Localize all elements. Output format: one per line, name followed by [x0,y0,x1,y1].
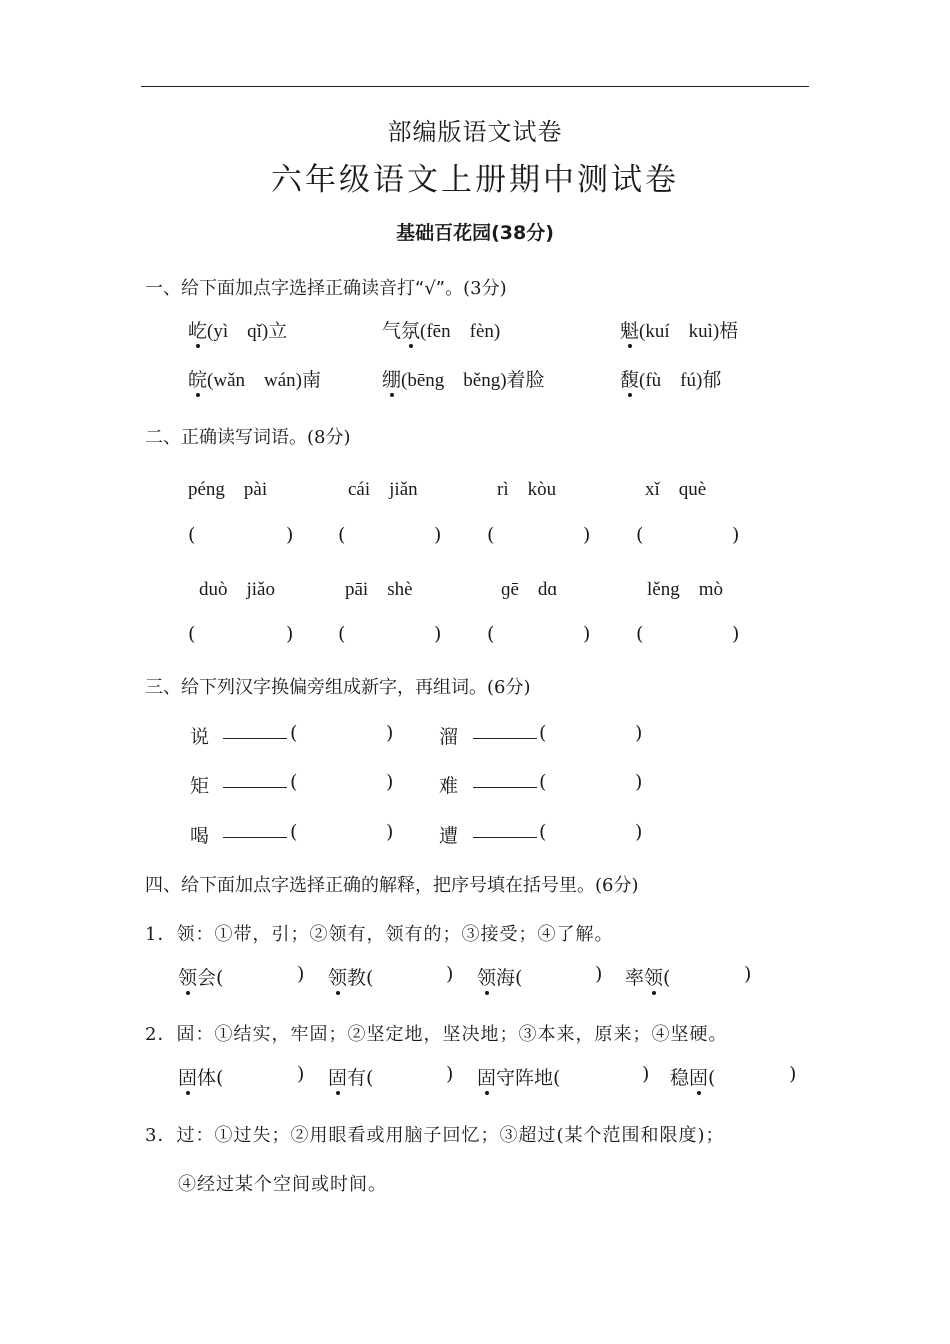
answer-paren-open: ( [188,623,196,645]
dotted-char: 绷 [382,365,401,392]
answer-paren-open: ( [338,524,346,546]
answer-paren-close: ) [732,623,740,645]
pinyin-options: (kuí kuì) [639,321,720,342]
new-char-blank[interactable] [471,821,539,842]
pinyin-options: (yì qǐ) [207,321,269,342]
answer-paren-close: ) [386,722,394,744]
answer-paren-open: ( [188,524,196,546]
answer-paren-open: ( [636,524,644,546]
header-rule [141,86,809,87]
answer-paren-open: ( [487,623,495,645]
pinyin-options: (wǎn wán) [207,370,302,391]
answer-paren-close: ) [635,821,643,843]
q4-word: 固体( [178,1063,223,1090]
q4-definition: 1．领：①带，引；②领有，领有的；③接受；④了解。 [145,924,614,945]
dotted-char: 领 [328,963,347,990]
answer-paren-open: ( [338,623,346,645]
answer-paren-open: ( [290,722,298,744]
answer-paren-open: ( [636,623,644,645]
dotted-char: 固 [689,1063,708,1090]
answer-paren-close: ) [744,963,752,985]
answer-paren-close: ) [635,771,643,793]
answer-paren-close: ) [386,771,394,793]
base-char: 说 [190,726,210,748]
q1-item [188,365,321,392]
dotted-char: 氛 [401,316,420,343]
new-char-blank[interactable] [221,771,289,792]
q3-heading [145,673,531,699]
q1-heading [145,274,507,300]
base-char: 矩 [190,775,210,797]
q1-item [620,365,721,392]
answer-paren-open: ( [487,524,495,546]
q4-word: 领教( [328,963,373,990]
answer-paren-close: ) [635,722,643,744]
new-char-blank[interactable] [471,771,539,792]
pinyin-prompt: lěng mò [647,579,723,600]
answer-paren-close: ) [583,524,591,546]
word-rest: 着脸 [506,369,545,391]
q1-item [382,316,500,343]
q4-word: 领海( [477,963,522,990]
answer-paren-close: ) [642,1063,650,1085]
q4-word: 稳固( [670,1063,715,1090]
answer-paren-close: ) [297,1063,305,1085]
q2-title: 二、正确读写词语。 [145,427,307,448]
exam-title: 六年级语文上册期中测试卷 [271,162,679,198]
pinyin-prompt: rì kòu [497,479,557,500]
dotted-char: 领 [477,963,496,990]
word-prefix: 气 [382,320,402,342]
answer-paren-close: ) [286,524,294,546]
pinyin-prompt: xǐ què [645,479,707,500]
answer-paren-close: ) [434,623,442,645]
exam-subtitle: 部编版语文试卷 [387,118,563,146]
q2-points: (8分) [307,427,351,448]
answer-paren-close: ) [386,821,394,843]
pinyin-prompt: ɡē dɑ [501,579,558,600]
section-title: 基础百花园(38分) [396,222,554,244]
q4-word: 率领( [625,963,670,990]
q1-item [188,316,287,343]
q4-definition: 2．固：①结实，牢固；②坚定地，坚决地；③本来，原来；④坚硬。 [145,1024,728,1045]
answer-paren-close: ) [297,963,305,985]
answer-paren-close: ) [434,524,442,546]
word-rest: 郁 [702,369,722,391]
dotted-char: 领 [644,963,663,990]
q4-title: 四、给下面加点字选择正确的解释，把序号填在括号里。 [145,875,595,896]
answer-paren-open: ( [290,821,298,843]
new-char-blank[interactable] [221,722,289,743]
pinyin-prompt: péng pài [188,479,268,500]
answer-paren-close: ) [732,524,740,546]
dotted-char: 皖 [188,365,207,392]
answer-paren-close: ) [789,1063,797,1085]
new-char-blank[interactable] [471,722,539,743]
base-char: 喝 [190,825,210,847]
dotted-char: 领 [178,963,197,990]
dotted-char: 固 [178,1063,197,1090]
answer-paren-open: ( [290,771,298,793]
q4-heading [145,871,639,897]
answer-paren-close: ) [583,623,591,645]
answer-paren-open: ( [539,821,547,843]
new-char-blank[interactable] [221,821,289,842]
pinyin-prompt: pāi shè [345,579,413,600]
q3-title: 三、给下列汉字换偏旁组成新字，再组词。 [145,677,487,698]
word-rest: 梧 [719,320,739,342]
pinyin-options: (fēn fèn) [420,321,501,342]
word-rest: 立 [268,320,288,342]
dotted-char: 屹 [188,316,207,343]
dotted-char: 馥 [620,365,639,392]
pinyin-options: (fù fú) [639,370,703,391]
q4-definition-continued: ④经过某个空间或时间。 [178,1174,387,1195]
answer-paren-close: ) [446,963,454,985]
q4-word: 固守阵地( [477,1063,560,1090]
answer-paren-close: ) [286,623,294,645]
answer-paren-open: ( [539,722,547,744]
pinyin-prompt: duò jiǎo [199,579,275,600]
word-rest: 南 [301,369,321,391]
q4-word: 领会( [178,963,223,990]
answer-paren-close: ) [446,1063,454,1085]
dotted-char: 固 [328,1063,347,1090]
q1-item [620,316,738,343]
q1-item [382,365,545,392]
q4-points: (6分) [595,875,639,896]
answer-paren-open: ( [539,771,547,793]
q1-points: (3分) [463,278,507,299]
q1-title: 一、给下面加点字选择正确读音打“√”。 [145,278,464,299]
q4-definition: 3．过：①过失；②用眼看或用脑子回忆；③超过(某个范围和限度)； [145,1125,725,1146]
base-char: 遭 [439,825,459,847]
answer-paren-close: ) [595,963,603,985]
pinyin-options: (bēng běng) [401,370,507,391]
dotted-char: 魁 [620,316,639,343]
q4-word: 固有( [328,1063,373,1090]
dotted-char: 固 [477,1063,496,1090]
pinyin-prompt: cái jiǎn [348,479,418,500]
base-char: 溜 [439,726,459,748]
base-char: 难 [439,775,459,797]
q2-heading [145,423,351,449]
q3-points: (6分) [487,677,531,698]
